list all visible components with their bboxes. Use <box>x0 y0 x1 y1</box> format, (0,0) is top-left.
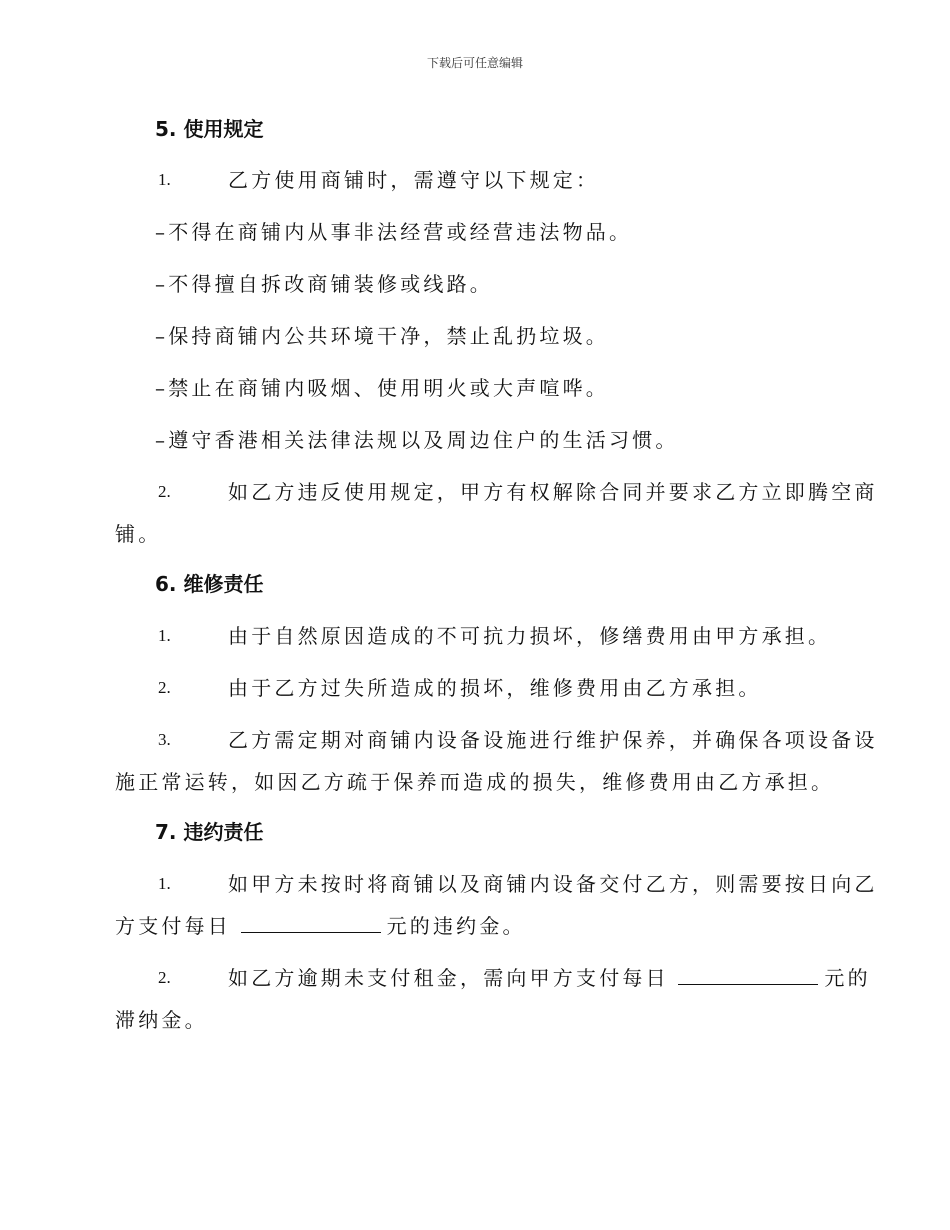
item-number: 1. <box>158 626 171 645</box>
page-header: 下载后可任意编辑 <box>426 56 523 70</box>
item-number: 1. <box>158 170 171 189</box>
item-number: 2. <box>158 678 171 697</box>
fill-in-blank[interactable] <box>678 966 818 985</box>
item-text: 乙方需定期对商铺内设备设施进行维护保养，并确保各项设备设 <box>228 728 878 752</box>
item-text: 由于乙方过失所造成的损坏，维修费用由乙方承担。 <box>228 676 762 700</box>
item-number: 3. <box>158 730 171 749</box>
item-number: 2. <box>158 968 171 987</box>
item-text: 如甲方未按时将商铺以及商铺内设备交付乙方，则需要按日向乙 <box>228 872 878 896</box>
fill-in-blank[interactable] <box>241 914 381 933</box>
item-number: 2. <box>158 482 171 501</box>
item-text: 乙方使用商铺时，需遵守以下规定： <box>228 168 600 192</box>
item-text: 如乙方违反使用规定，甲方有权解除合同并要求乙方立即腾空商 <box>228 480 878 504</box>
item-number: 1. <box>158 874 171 893</box>
item-text: 由于自然原因造成的不可抗力损坏，修缮费用由甲方承担。 <box>228 624 832 648</box>
